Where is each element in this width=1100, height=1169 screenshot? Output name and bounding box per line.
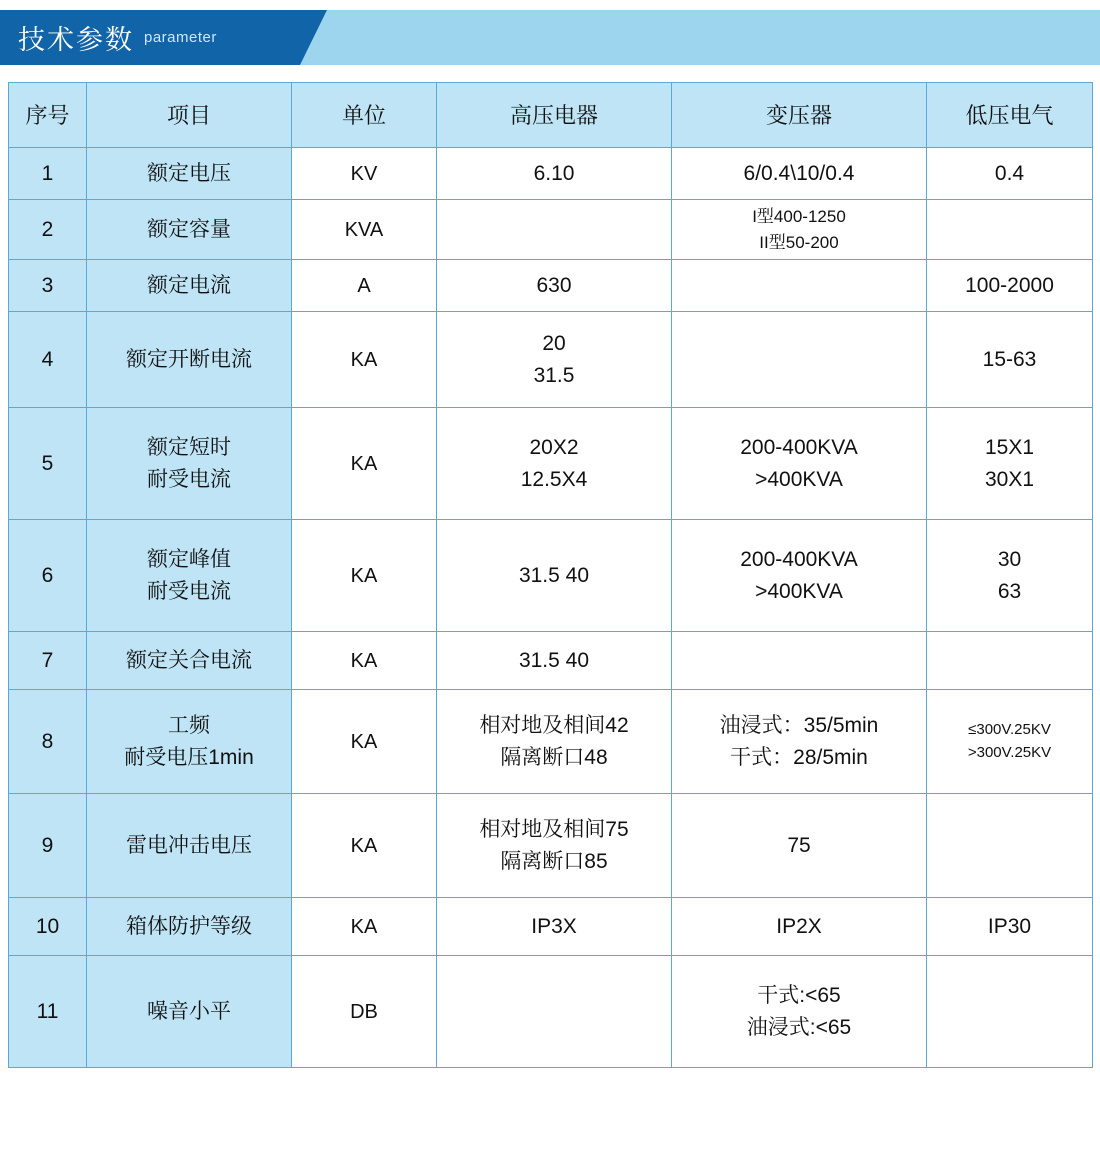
transformer-line-1: 油浸式：35/5min xyxy=(719,714,879,737)
lv-line-2: >300V.25KV xyxy=(967,743,1052,761)
row-lv-value xyxy=(927,956,1093,1068)
column-header-unit: 单位 xyxy=(292,83,437,148)
row-lv-value xyxy=(927,794,1093,898)
row-hv-value xyxy=(437,690,672,794)
row-no: 7 xyxy=(9,632,87,690)
hv-line-1: 20 xyxy=(542,332,566,355)
row-item xyxy=(87,690,292,794)
row-no: 9 xyxy=(9,794,87,898)
section-header xyxy=(0,0,1100,82)
header-title-group xyxy=(18,10,217,65)
row-lv-value xyxy=(927,632,1093,690)
lv-line-1: 30 xyxy=(997,548,1022,571)
table-row xyxy=(9,200,1093,260)
row-hv-value xyxy=(437,312,672,408)
table-row xyxy=(9,260,1093,312)
row-no: 2 xyxy=(9,200,87,260)
row-hv-value xyxy=(437,200,672,260)
hv-line-2: 隔离断口48 xyxy=(500,745,608,769)
row-item xyxy=(87,408,292,520)
row-hv-value: 31.5 40 xyxy=(437,632,672,690)
row-hv-value: IP3X xyxy=(437,898,672,956)
row-unit: KA xyxy=(292,794,437,898)
row-transformer-value xyxy=(672,260,927,312)
row-item: 噪音小平 xyxy=(87,956,292,1068)
table-row xyxy=(9,312,1093,408)
row-hv-value xyxy=(437,794,672,898)
transformer-line-2: II型50-200 xyxy=(759,232,839,252)
row-lv-value: IP30 xyxy=(927,898,1093,956)
row-lv-value xyxy=(927,690,1093,794)
item-line-2: 耐受电流 xyxy=(147,579,231,603)
column-header-transformer: 变压器 xyxy=(672,83,927,148)
item-line-1: 额定峰值 xyxy=(147,548,231,571)
row-hv-value xyxy=(437,408,672,520)
row-item: 额定电流 xyxy=(87,260,292,312)
row-unit: KA xyxy=(292,312,437,408)
row-unit: KA xyxy=(292,520,437,632)
page-title: 技术参数 xyxy=(18,25,134,55)
lv-line-1: 15X1 xyxy=(984,436,1035,459)
row-transformer-value xyxy=(672,520,927,632)
transformer-line-2: >400KVA xyxy=(755,579,843,603)
hv-line-2: 隔离断口85 xyxy=(500,849,608,873)
row-item: 额定电压 xyxy=(87,148,292,200)
transformer-line-1: 干式:<65 xyxy=(757,984,841,1007)
transformer-line-2: 油浸式:<65 xyxy=(746,1015,852,1039)
row-lv-value xyxy=(927,200,1093,260)
hv-line-1: 相对地及相间75 xyxy=(479,818,629,841)
row-unit: KVA xyxy=(292,200,437,260)
row-unit: KV xyxy=(292,148,437,200)
row-no: 11 xyxy=(9,956,87,1068)
hv-line-1: 20X2 xyxy=(529,436,579,459)
row-item: 额定关合电流 xyxy=(87,632,292,690)
parameters-table-wrapper xyxy=(0,82,1100,1068)
table-row xyxy=(9,632,1093,690)
transformer-line-1: 200-400KVA xyxy=(740,548,858,571)
table-row xyxy=(9,520,1093,632)
row-hv-value xyxy=(437,956,672,1068)
row-hv-value: 630 xyxy=(437,260,672,312)
row-unit: KA xyxy=(292,898,437,956)
transformer-line-1: I型400-1250 xyxy=(752,207,846,226)
row-unit: DB xyxy=(292,956,437,1068)
row-unit: KA xyxy=(292,408,437,520)
row-lv-value: 15-63 xyxy=(927,312,1093,408)
row-transformer-value xyxy=(672,632,927,690)
row-lv-value xyxy=(927,520,1093,632)
table-row xyxy=(9,794,1093,898)
column-header-no: 序号 xyxy=(9,83,87,148)
row-transformer-value xyxy=(672,200,927,260)
row-no: 5 xyxy=(9,408,87,520)
row-item: 额定容量 xyxy=(87,200,292,260)
row-transformer-value xyxy=(672,312,927,408)
row-item xyxy=(87,520,292,632)
table-row xyxy=(9,148,1093,200)
hv-line-1: 相对地及相间42 xyxy=(479,714,629,737)
row-transformer-value: 6/0.4\10/0.4 xyxy=(672,148,927,200)
row-lv-value: 100-2000 xyxy=(927,260,1093,312)
row-item: 额定开断电流 xyxy=(87,312,292,408)
row-transformer-value xyxy=(672,408,927,520)
row-item: 雷电冲击电压 xyxy=(87,794,292,898)
hv-line-2: 12.5X4 xyxy=(520,467,588,491)
table-row xyxy=(9,408,1093,520)
hv-line-2: 31.5 xyxy=(533,363,575,387)
item-line-2: 耐受电流 xyxy=(147,467,231,491)
row-no: 8 xyxy=(9,690,87,794)
row-no: 6 xyxy=(9,520,87,632)
row-transformer-value: IP2X xyxy=(672,898,927,956)
row-transformer-value: 75 xyxy=(672,794,927,898)
row-no: 3 xyxy=(9,260,87,312)
lv-line-2: 63 xyxy=(997,579,1022,603)
column-header-hv: 高压电器 xyxy=(437,83,672,148)
lv-line-1: ≤300V.25KV xyxy=(968,721,1051,738)
item-line-2: 耐受电压1min xyxy=(124,745,254,769)
table-header-row xyxy=(9,83,1093,148)
table-row xyxy=(9,956,1093,1068)
table-row xyxy=(9,690,1093,794)
item-line-1: 额定短时 xyxy=(147,436,231,459)
row-unit: A xyxy=(292,260,437,312)
transformer-line-1: 200-400KVA xyxy=(740,436,858,459)
row-hv-value: 31.5 40 xyxy=(437,520,672,632)
row-transformer-value xyxy=(672,956,927,1068)
row-lv-value xyxy=(927,408,1093,520)
column-header-item: 项目 xyxy=(87,83,292,148)
page-subtitle: parameter xyxy=(144,29,217,46)
row-unit: KA xyxy=(292,632,437,690)
item-line-1: 工频 xyxy=(168,714,210,737)
row-no: 1 xyxy=(9,148,87,200)
row-no: 10 xyxy=(9,898,87,956)
row-lv-value: 0.4 xyxy=(927,148,1093,200)
parameters-table xyxy=(8,82,1093,1068)
lv-line-2: 30X1 xyxy=(984,467,1035,491)
row-unit: KA xyxy=(292,690,437,794)
column-header-lv: 低压电气 xyxy=(927,83,1093,148)
row-hv-value: 6.10 xyxy=(437,148,672,200)
row-no: 4 xyxy=(9,312,87,408)
table-row xyxy=(9,898,1093,956)
row-item: 箱体防护等级 xyxy=(87,898,292,956)
transformer-line-2: 干式：28/5min xyxy=(730,745,868,769)
transformer-line-2: >400KVA xyxy=(755,467,843,491)
row-transformer-value xyxy=(672,690,927,794)
